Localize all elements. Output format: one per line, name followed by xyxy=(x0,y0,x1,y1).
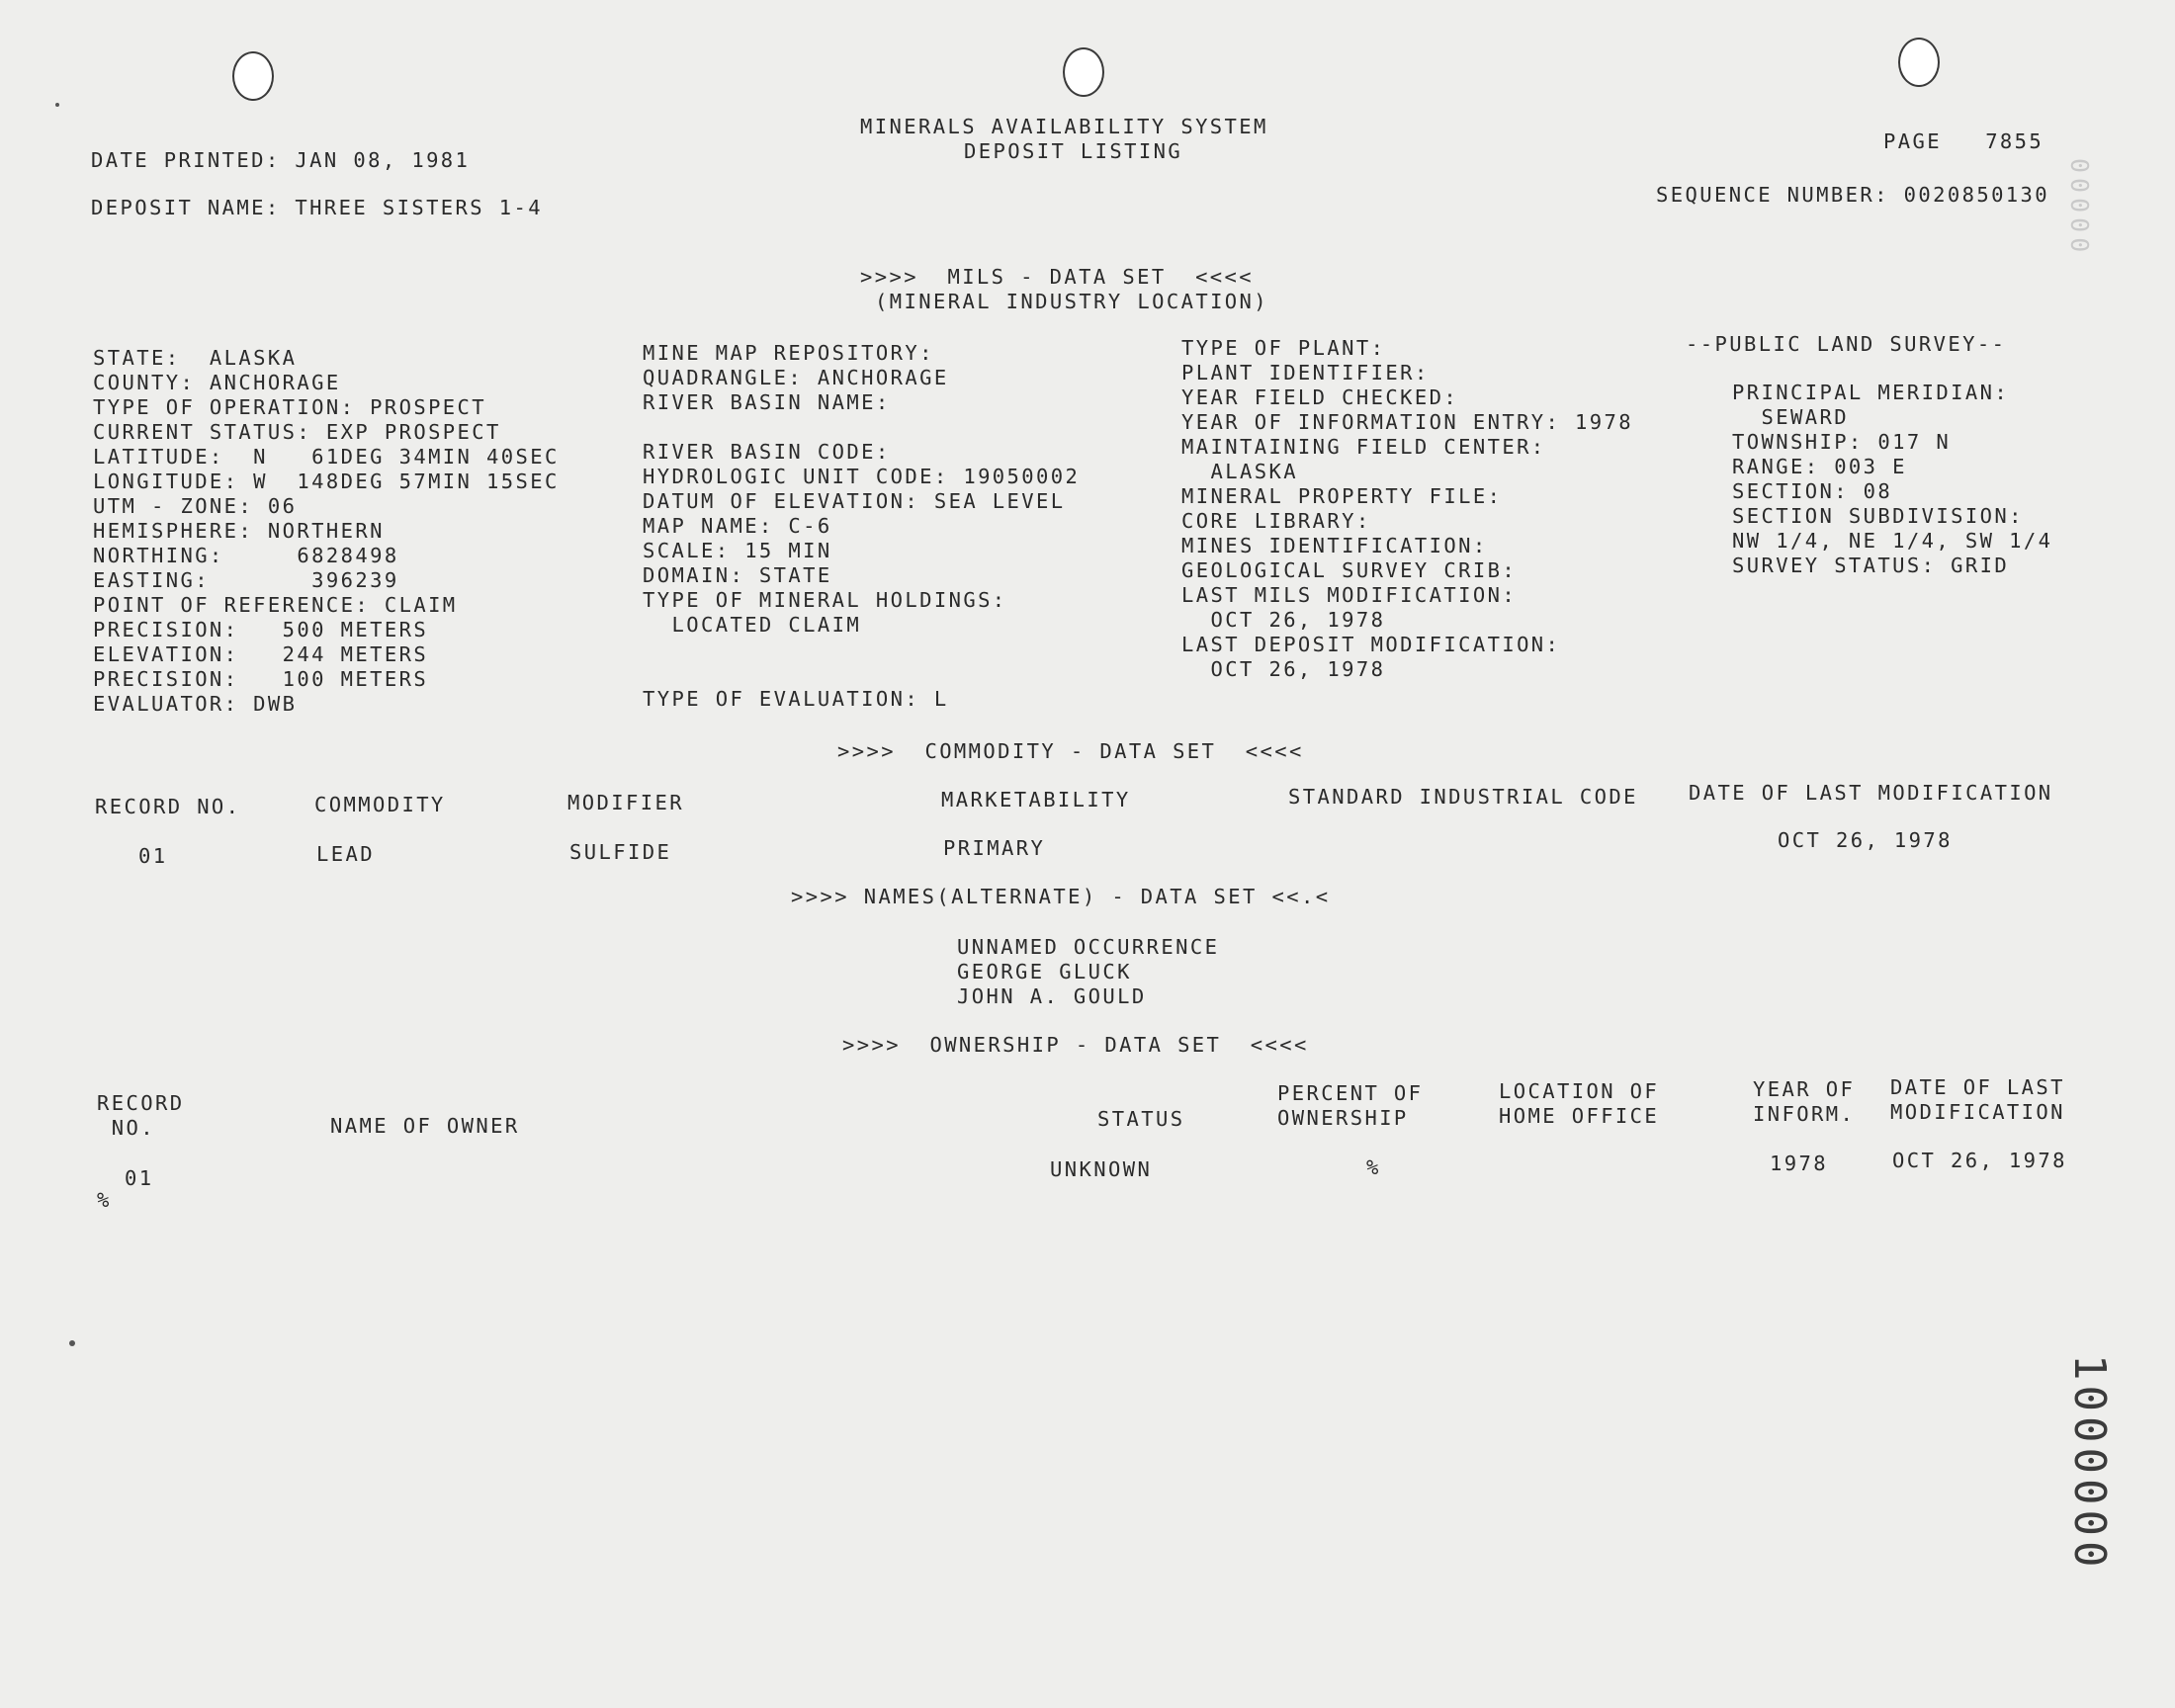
field-evaluator: EVALUATOR: DWB xyxy=(93,692,298,716)
field-mineral-property-file: MINERAL PROPERTY FILE: xyxy=(1181,484,1503,508)
deposit-name: DEPOSIT NAME: THREE SISTERS 1-4 xyxy=(91,196,544,219)
spacer-line xyxy=(643,415,1080,440)
ownership-row-date-mod: OCT 26, 1978 xyxy=(1892,1149,2067,1172)
ownership-header-status: STATUS xyxy=(1097,1107,1185,1131)
field-range: RANGE: 003 E xyxy=(1732,455,1907,478)
field-last-mils-modification: LAST MILS MODIFICATION: xyxy=(1181,583,1518,607)
field-point-of-reference: POINT OF REFERENCE: CLAIM xyxy=(93,593,458,617)
punch-hole-left xyxy=(232,51,274,101)
punch-hole-right xyxy=(1898,38,1940,87)
page-stamp-number: 1000000 xyxy=(2064,1354,2115,1573)
mils-section-subtitle: (MINERAL INDUSTRY LOCATION) xyxy=(875,290,1269,313)
system-title: MINERALS AVAILABILITY SYSTEM xyxy=(860,115,1268,138)
field-plant-identifier: PLANT IDENTIFIER: xyxy=(1181,361,1430,384)
commodity-row-date-mod: OCT 26, 1978 xyxy=(1778,828,1953,852)
field-datum-of-elevation: DATUM OF ELEVATION: SEA LEVEL xyxy=(643,489,1066,513)
commodity-header-date-mod: DATE OF LAST MODIFICATION xyxy=(1689,781,2053,805)
public-land-survey-title: --PUBLIC LAND SURVEY-- xyxy=(1686,332,2007,356)
field-type-of-plant: TYPE OF PLANT: xyxy=(1181,336,1386,360)
bleed-through-digits: 00000 xyxy=(2065,158,2094,258)
listing-subtitle: DEPOSIT LISTING xyxy=(964,139,1183,163)
field-latitude: LATITUDE: N 61DEG 34MIN 40SEC xyxy=(93,445,560,469)
field-type-of-mineral-holdings: TYPE OF MINERAL HOLDINGS: xyxy=(643,588,1007,612)
spacer-line xyxy=(643,662,1080,687)
ownership-row-record-no: 01 xyxy=(125,1166,154,1190)
commodity-header-marketability: MARKETABILITY xyxy=(941,788,1131,811)
field-survey-status: SURVEY STATUS: GRID xyxy=(1732,554,2010,577)
field-precision-elevation: PRECISION: 100 METERS xyxy=(93,667,429,691)
punch-hole-center xyxy=(1063,47,1104,97)
field-last-deposit-modification-date: OCT 26, 1978 xyxy=(1181,657,1386,681)
field-hydrologic-unit-code: HYDROLOGIC UNIT CODE: 19050002 xyxy=(643,465,1081,488)
ink-speck xyxy=(55,103,59,107)
commodity-row-marketability: PRIMARY xyxy=(943,836,1046,860)
list-item: UNNAMED OCCURRENCE xyxy=(957,935,1220,959)
field-maintaining-field-center: MAINTAINING FIELD CENTER: xyxy=(1181,435,1546,459)
commodity-section-title: >>>> COMMODITY - DATA SET <<<< xyxy=(837,739,1304,763)
ownership-section-title: >>>> OWNERSHIP - DATA SET <<<< xyxy=(842,1033,1309,1057)
list-item: GEORGE GLUCK xyxy=(957,960,1132,983)
field-precision-location: PRECISION: 500 METERS xyxy=(93,618,429,641)
field-last-deposit-modification: LAST DEPOSIT MODIFICATION: xyxy=(1181,633,1561,656)
field-type-of-operation: TYPE OF OPERATION: PROSPECT xyxy=(93,395,487,419)
field-section-subdivision: SECTION SUBDIVISION: xyxy=(1732,504,2024,528)
commodity-row-commodity: LEAD xyxy=(316,842,375,866)
field-quadrangle: QUADRANGLE: ANCHORAGE xyxy=(643,366,949,389)
field-river-basin-name: RIVER BASIN NAME: xyxy=(643,390,891,414)
field-mines-identification: MINES IDENTIFICATION: xyxy=(1181,534,1488,557)
ownership-header-record-no: RECORD NO. xyxy=(97,1091,185,1140)
field-domain: DOMAIN: STATE xyxy=(643,563,832,587)
field-geological-survey-crib: GEOLOGICAL SURVEY CRIB: xyxy=(1181,558,1518,582)
ownership-header-date-mod: DATE OF LAST MODIFICATION xyxy=(1890,1075,2065,1124)
mils-section-title: >>>> MILS - DATA SET <<<< xyxy=(860,265,1255,289)
field-type-of-evaluation: TYPE OF EVALUATION: L xyxy=(643,687,949,711)
field-state: STATE: ALASKA xyxy=(93,346,298,370)
field-longitude: LONGITUDE: W 148DEG 57MIN 15SEC xyxy=(93,470,560,493)
page-number: PAGE 7855 xyxy=(1883,129,2044,153)
field-current-status: CURRENT STATUS: EXP PROSPECT xyxy=(93,420,501,444)
field-year-of-information-entry: YEAR OF INFORMATION ENTRY: 1978 xyxy=(1181,410,1634,434)
ownership-header-year: YEAR OF INFORM. xyxy=(1753,1077,1856,1126)
field-northing: NORTHING: 6828498 xyxy=(93,544,399,567)
ownership-footnote: % xyxy=(97,1188,112,1212)
commodity-header-modifier: MODIFIER xyxy=(567,791,684,814)
field-section-subdivision-value: NW 1/4, NE 1/4, SW 1/4 xyxy=(1732,529,2053,553)
field-mine-map-repository: MINE MAP REPOSITORY: xyxy=(643,341,934,365)
commodity-header-record-no: RECORD NO. xyxy=(95,795,241,818)
names-section-title: >>>> NAMES(ALTERNATE) - DATA SET <<.< xyxy=(791,885,1331,908)
commodity-row-modifier: SULFIDE xyxy=(569,840,672,864)
field-map-name: MAP NAME: C-6 xyxy=(643,514,832,538)
alternate-names-list xyxy=(957,935,1219,1009)
mils-location-column xyxy=(93,346,560,717)
ownership-header-name: NAME OF OWNER xyxy=(330,1114,520,1138)
ownership-row-status: UNKNOWN xyxy=(1050,1157,1153,1181)
ink-speck xyxy=(69,1340,75,1346)
ownership-row-year: 1978 xyxy=(1770,1152,1828,1175)
field-meridian-value: SEWARD xyxy=(1732,405,1849,429)
field-hemisphere: HEMISPHERE: NORTHERN xyxy=(93,519,385,543)
field-mineral-holdings-value: LOCATED CLAIM xyxy=(643,613,862,637)
list-item: JOHN A. GOULD xyxy=(957,984,1147,1008)
field-section: SECTION: 08 xyxy=(1732,479,1893,503)
field-township: TOWNSHIP: 017 N xyxy=(1732,430,1952,454)
mils-plant-column xyxy=(1181,336,1633,682)
commodity-row-record-no: 01 xyxy=(138,844,168,868)
field-utm-zone: UTM - ZONE: 06 xyxy=(93,494,298,518)
date-printed: DATE PRINTED: JAN 08, 1981 xyxy=(91,148,471,172)
field-county: COUNTY: ANCHORAGE xyxy=(93,371,341,394)
commodity-header-sic: STANDARD INDUSTRIAL CODE xyxy=(1288,785,1638,809)
field-last-mils-modification-date: OCT 26, 1978 xyxy=(1181,608,1386,632)
mils-map-column xyxy=(643,341,1080,712)
spacer-line xyxy=(643,638,1080,662)
field-field-center-value: ALASKA xyxy=(1181,460,1298,483)
field-year-field-checked: YEAR FIELD CHECKED: xyxy=(1181,385,1459,409)
field-core-library: CORE LIBRARY: xyxy=(1181,509,1371,533)
commodity-header-commodity: COMMODITY xyxy=(314,793,446,816)
field-easting: EASTING: 396239 xyxy=(93,568,399,592)
ownership-header-location: LOCATION OF HOME OFFICE xyxy=(1499,1079,1660,1128)
public-land-survey-column xyxy=(1732,381,2052,578)
sequence-number: SEQUENCE NUMBER: 0020850130 xyxy=(1656,183,2050,207)
field-scale: SCALE: 15 MIN xyxy=(643,539,832,562)
ownership-row-percent: % xyxy=(1366,1155,1381,1179)
field-elevation: ELEVATION: 244 METERS xyxy=(93,642,429,666)
ownership-header-percent: PERCENT OF OWNERSHIP xyxy=(1277,1081,1424,1130)
field-river-basin-code: RIVER BASIN CODE: xyxy=(643,440,891,464)
field-principal-meridian: PRINCIPAL MERIDIAN: xyxy=(1732,381,2010,404)
